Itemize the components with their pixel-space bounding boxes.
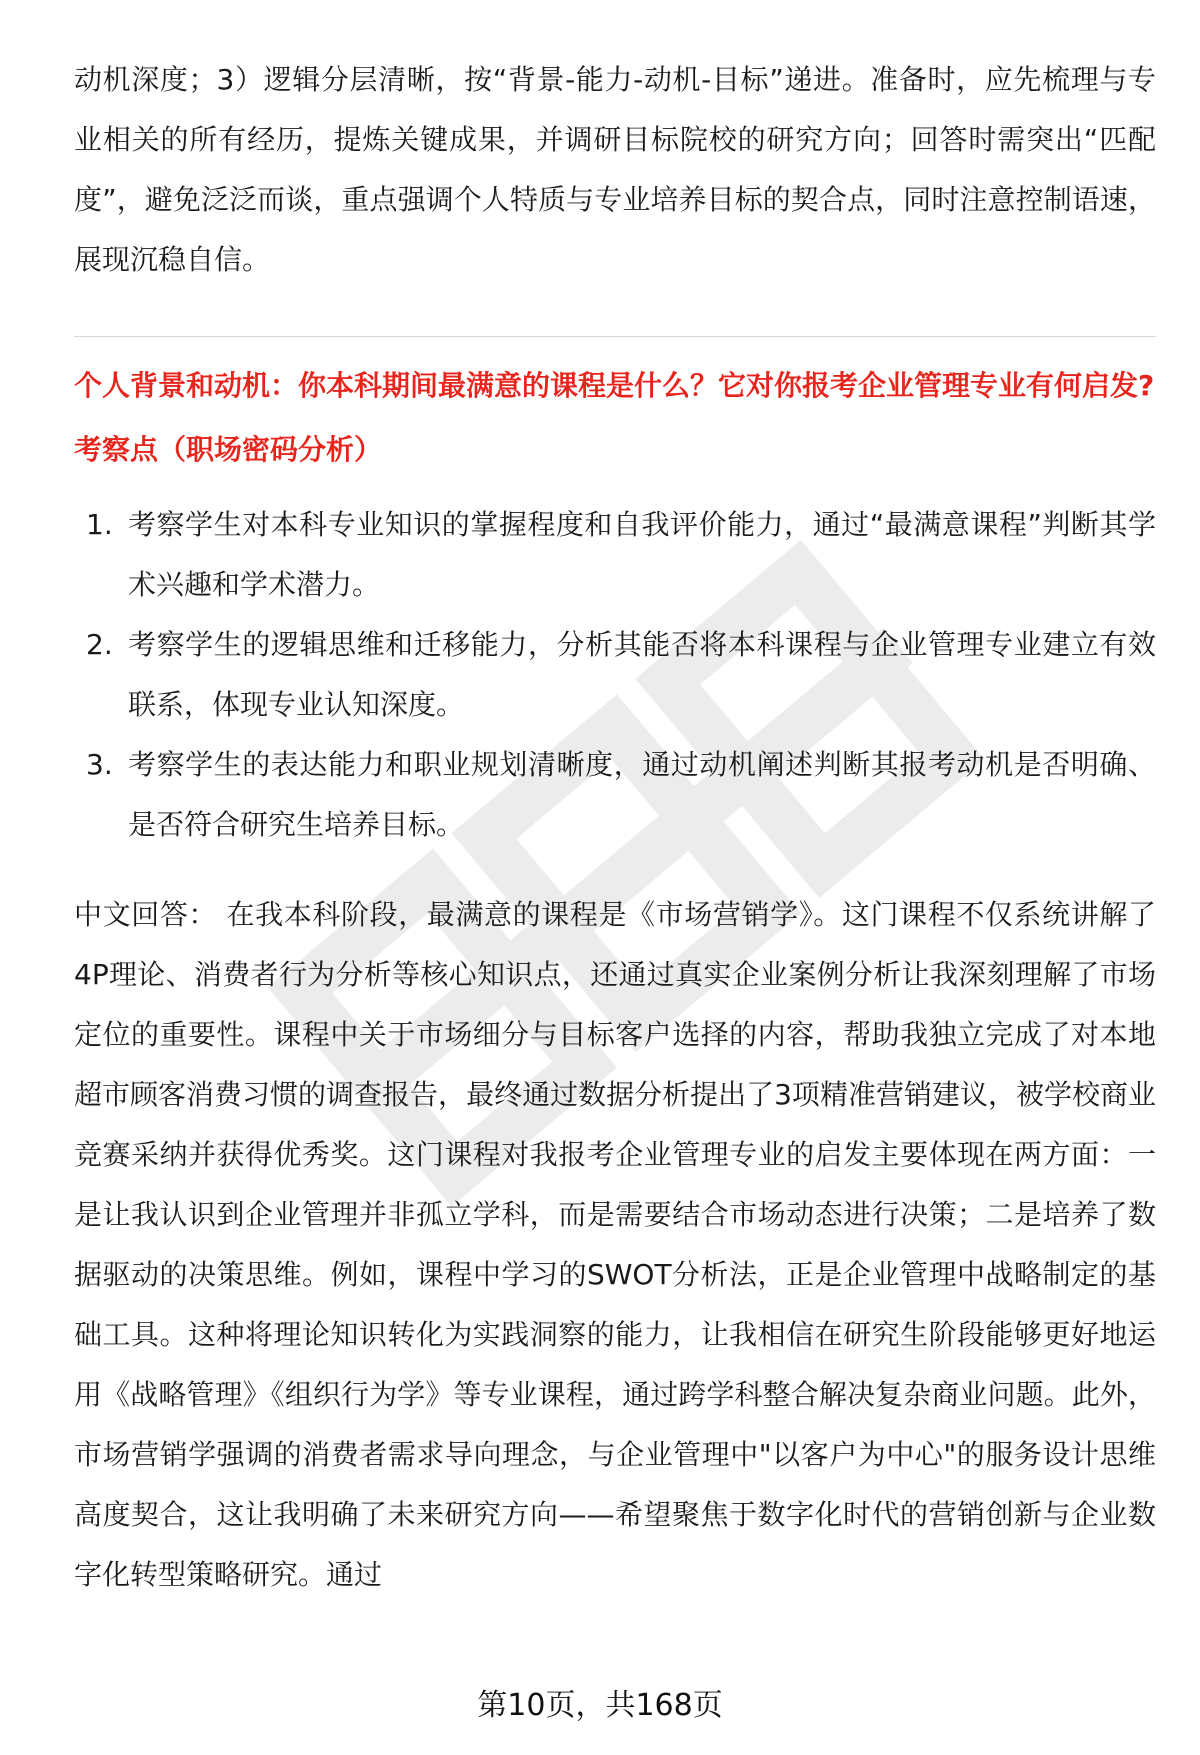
list-item-number: 1. [86, 508, 113, 541]
question-heading: 个人背景和动机：你本科期间最满意的课程是什么？它对你报考企业管理专业有何启发? [74, 369, 1155, 402]
list-item-text: 考察学生对本科专业知识的掌握程度和自我评价能力，通过“最满意课程”判断其学术兴趣和学术潜力。 [128, 508, 1156, 601]
section-divider [74, 336, 1156, 337]
assessment-list [74, 495, 1156, 855]
intro-paragraph: 动机深度；3）逻辑分层清晰，按“背景-能力-动机-目标”递进。准备时，应先梳理与专业相关的所有经历，提炼关键成果，并调研目标院校的研究方向；回答时需突出“匹配度”，避免泛泛而谈，重点强调个人特质与专业培养目标的契合点，同时注意控制语速，展现沉稳自信。 [74, 63, 1156, 276]
list-item-text: 考察学生的表达能力和职业规划清晰度，通过动机阐述判断其报考动机是否明确、是否符合研究生培养目标。 [128, 748, 1156, 841]
list-item-number: 3. [86, 748, 113, 781]
list-item-number: 2. [86, 628, 113, 661]
list-item-text: 考察学生的逻辑思维和迁移能力，分析其能否将本科课程与企业管理专业建立有效联系，体现专业认知深度。 [128, 628, 1156, 721]
page-number-footer: 第10页，共168页 [477, 1688, 723, 1723]
assessment-heading: 考察点（职场密码分析） [74, 433, 383, 466]
document-page [74, 0, 1156, 1605]
answer-paragraph: 中文回答： 在我本科阶段，最满意的课程是《市场营销学》。这门课程不仅系统讲解了4P理论、消费者行为分析等核心知识点，还通过真实企业案例分析让我深刻理解了市场定位的重要性。课程中关于市场细分与目标客户选择的内容，帮助我独立完成了对本地超市顾客消费习惯的调查报告，最终通过数据分析提出了3项精准营销建议，被学校商业竞赛采纳并获得优秀奖。这门课程对我报考企业管理专业的启发主要体现在两方面：一是让我认识到企业管理并非孤立学科，而是需要结合市场动态进行决策；二是培养了数据驱动的决策思维。例如，课程中学习的SWOT分析法，正是企业管理中战略制定的基础工具。这种将理论知识转化为实践洞察的能力，让我相信在研究生阶段能够更好地运用《战略管理》《组织行为学》等专业课程，通过跨学科整合解决复杂商业问题。此外，市场营销学强调的消费者需求导向理念，与企业管理中"以客户为中心"的服务设计思维高度契合，这让我明确了未来研究方向——希望聚焦于数字化时代的营销创新与企业数字化转型策略研究。通过 [74, 898, 1156, 1591]
list-item [74, 735, 1156, 855]
list-item [74, 615, 1156, 735]
list-item [74, 495, 1156, 615]
